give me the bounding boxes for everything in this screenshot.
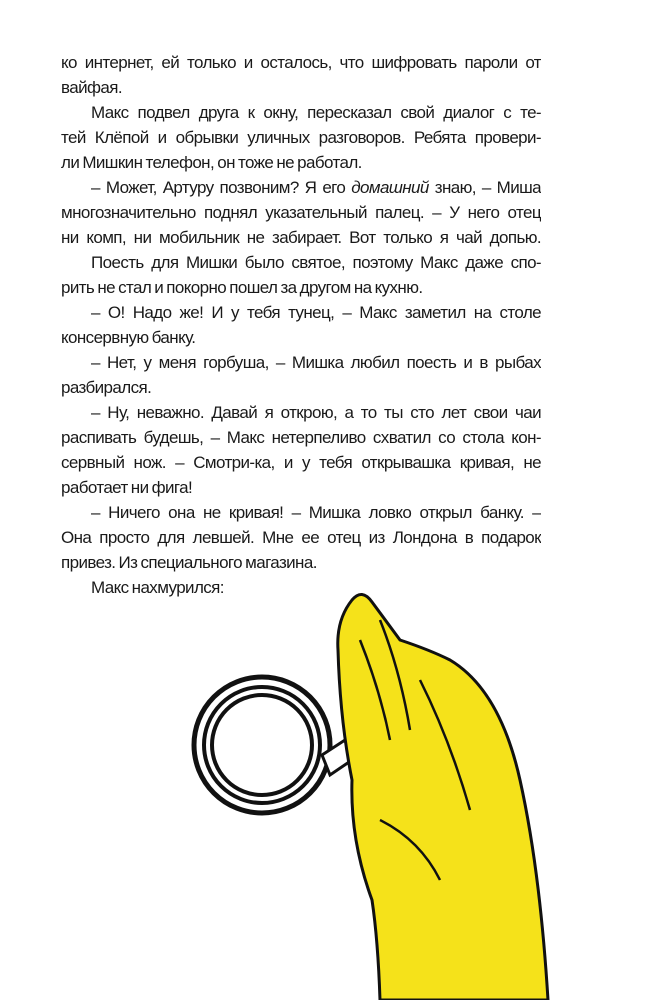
text-span: многозначительно поднял указательный палец. – У него отец: [61, 203, 541, 222]
text-span: Поесть для Мишки было святое, поэтому Макс даже спо-: [91, 253, 541, 272]
text-line: [61, 275, 541, 300]
text-span: сервный нож. – Смотри-ка, и у тебя открывашка кривая, не: [61, 453, 541, 472]
text-line: [61, 350, 541, 375]
text-span: ни комп, ни мобильник не забирает. Вот только я чай допью.: [61, 228, 541, 247]
text-span: Она просто для левшей. Мне ее отец из Лондона в подарок: [61, 528, 541, 547]
book-text: [61, 50, 541, 600]
text-line: [61, 425, 541, 450]
text-line: [61, 475, 541, 500]
text-span: – Ну, неважно. Давай я открою, а то ты сто лет свои чаи: [91, 403, 541, 422]
text-span: ли Мишкин телефон, он тоже не работал.: [61, 153, 362, 172]
text-span: привез. Из специального магазина.: [61, 553, 317, 572]
text-line: [61, 525, 541, 550]
text-line: [61, 125, 541, 150]
text-line: [61, 500, 541, 525]
text-line: [61, 75, 541, 100]
text-span: – О! Надо же! И у тебя тунец, – Макс заметил на столе: [91, 303, 541, 322]
text-span: консервную банку.: [61, 328, 196, 347]
text-span: распивать будешь, – Макс нетерпеливо схватил со стола кон-: [61, 428, 541, 447]
text-span: тей Клёпой и обрывки уличных разговоров. Ребята провери-: [61, 128, 541, 147]
hand-icon: [338, 594, 548, 1000]
text-span: рить не стал и покорно пошел за другом на кухню.: [61, 278, 423, 297]
text-span: Макс подвел друга к окну, пересказал свой диалог с те-: [91, 103, 541, 122]
text-line: [61, 325, 541, 350]
text-span: – Ничего она не кривая! – Мишка ловко открыл банку. –: [91, 503, 541, 522]
text-line: [61, 200, 541, 225]
text-span: – Нет, у меня горбуша, – Мишка любил поесть и в рыбах: [91, 353, 541, 372]
text-span: вайфая.: [61, 78, 122, 97]
text-line: [61, 400, 541, 425]
hand-can-opener-illustration: [0, 580, 661, 1000]
text-span: Макс нахмурился:: [91, 578, 224, 597]
text-line: [61, 450, 541, 475]
text-span: – Может, Артуру позвоним? Я его: [91, 178, 352, 197]
text-span: работает ни фига!: [61, 478, 193, 497]
text-line: [61, 250, 541, 275]
text-line: [61, 300, 541, 325]
text-line: [61, 100, 541, 125]
italic-word: домашний: [351, 178, 429, 197]
text-line: [61, 550, 541, 575]
text-span: разбирался.: [61, 378, 152, 397]
text-line: [61, 225, 541, 250]
text-line: [61, 50, 541, 75]
text-line: [61, 150, 541, 175]
text-span: знаю, – Миша: [428, 178, 541, 197]
text-line: [61, 175, 541, 200]
text-line: [61, 375, 541, 400]
text-span: ко интернет, ей только и осталось, что шифровать пароли от: [61, 53, 541, 72]
